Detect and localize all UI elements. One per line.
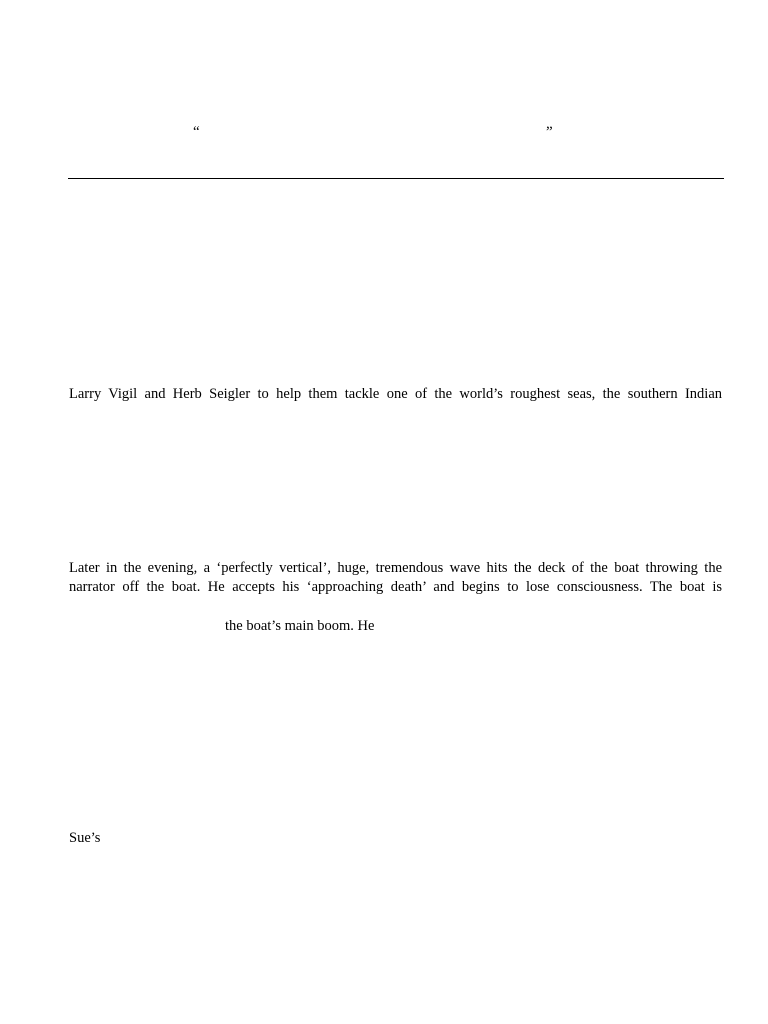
paragraph-2-line-2: narrator off the boat. He accepts his ‘approaching death’ and begins to lose consciousness. The boat is [69,579,722,595]
title-close-quote: ” [546,124,553,140]
paragraph-1-line-1: Larry Vigil and Herb Seigler to help them tackle one of the world’s roughest seas, the southern Indian [69,386,722,402]
title-underline-rule [68,178,724,179]
paragraph-3-fragment: Sue’s [69,830,101,846]
title-open-quote: “ [193,124,200,140]
paragraph-2-fragment: the boat’s main boom. He [225,618,375,634]
paragraph-2-line-1: Later in the evening, a ‘perfectly vertical’, huge, tremendous wave hits the deck of the boat throwing the [69,560,722,576]
